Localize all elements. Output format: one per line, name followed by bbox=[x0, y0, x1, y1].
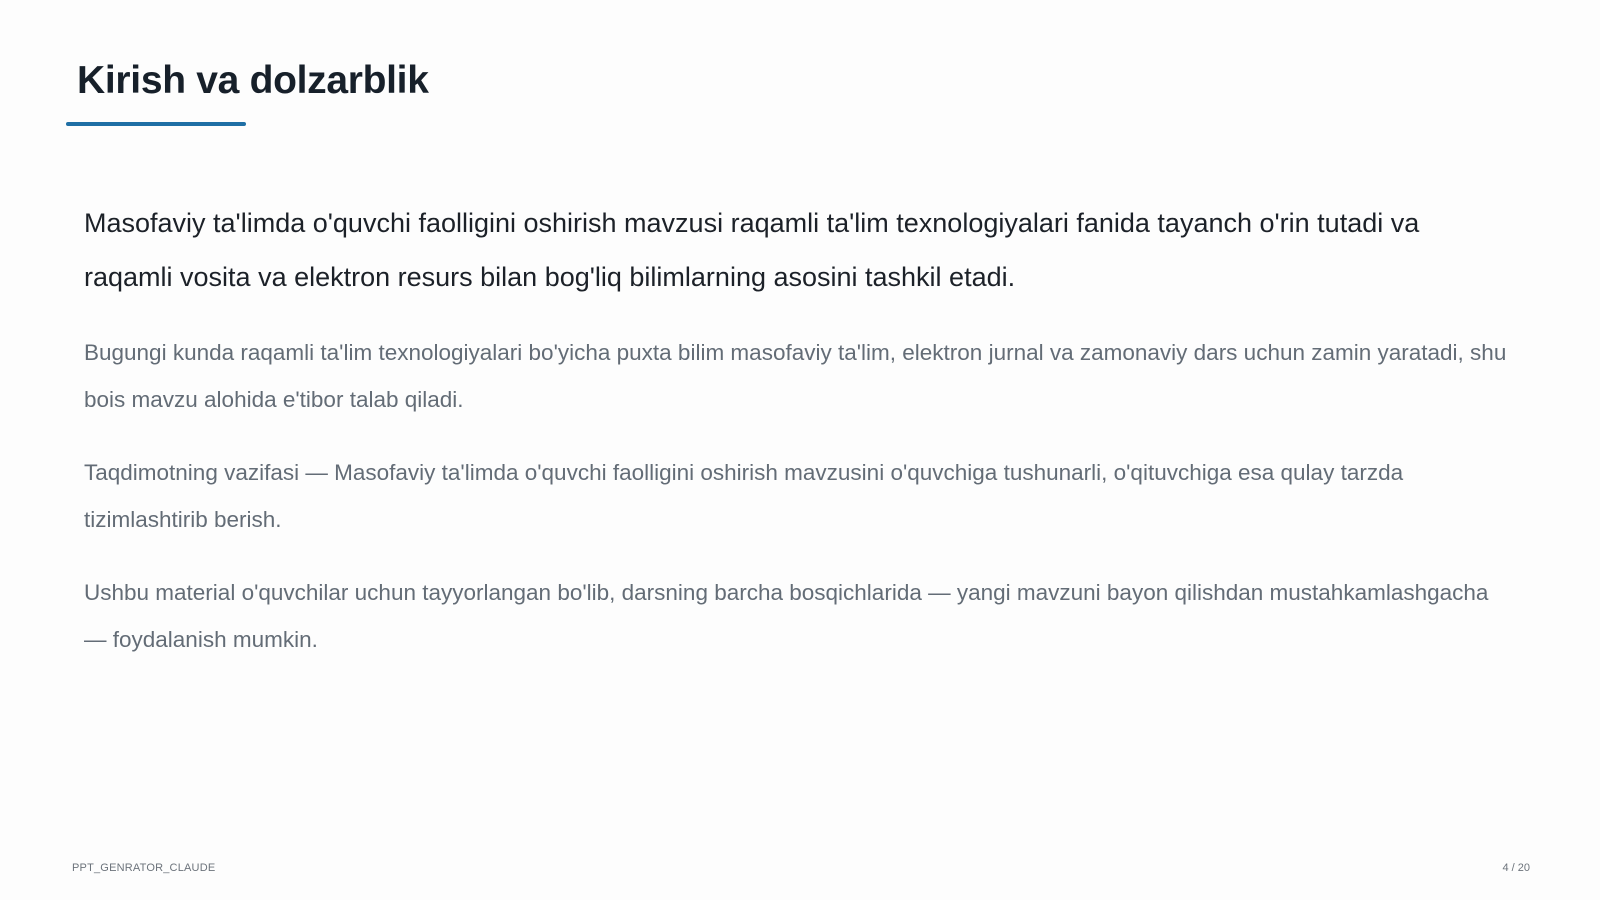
slide-title: Kirish va dolzarblik bbox=[77, 59, 429, 102]
body-paragraph-3: Ushbu material o'quvchilar uchun tayyorlangan bo'lib, darsning barcha bosqichlarida — yangi mavzuni bayon qilishdan mustahkamlashgacha — foydalanish mumkin. bbox=[84, 580, 1489, 652]
lead-paragraph: Masofaviy ta'limda o'quvchi faolligini oshirish mavzusi raqamli ta'lim texnologiyalari fanida tayanch o'rin tutadi va raqamli vosita va elektron resurs bilan bog'liq bilimlarning asosini tashkil etadi. bbox=[84, 208, 1420, 292]
footer-source-label: PPT_GENRATOR_CLAUDE bbox=[72, 862, 216, 874]
body-paragraph-1: Bugungi kunda raqamli ta'lim texnologiyalari bo'yicha puxta bilim masofaviy ta'lim, elektron jurnal va zamonaviy dars uchun zamin yaratadi, shu bois mavzu alohida e'tibor talab qiladi. bbox=[84, 340, 1507, 412]
body-paragraph-2: Taqdimotning vazifasi — Masofaviy ta'limda o'quvchi faolligini oshirish mavzusini o'quvchiga tushunarli, o'qituvchiga esa qulay tarzda tizimlashtirib berish. bbox=[84, 460, 1404, 532]
title-underline bbox=[66, 122, 246, 126]
page-indicator: 4 / 20 bbox=[1502, 862, 1530, 874]
